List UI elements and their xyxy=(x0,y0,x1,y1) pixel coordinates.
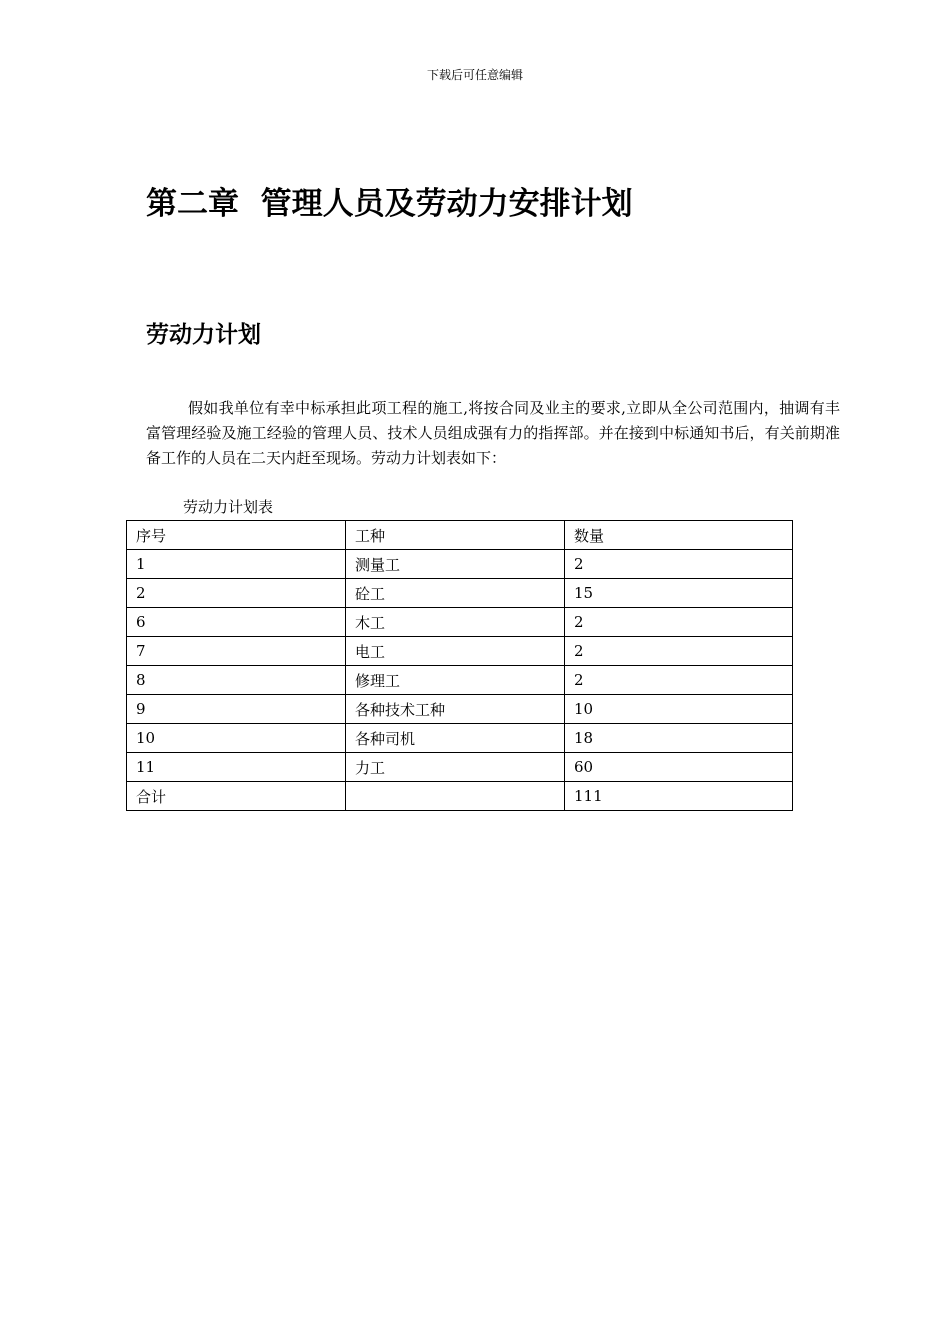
labor-plan-table xyxy=(126,520,793,811)
table-row xyxy=(127,608,793,637)
table-row xyxy=(127,550,793,579)
cell-trade: 测量工 xyxy=(346,550,565,579)
cell-quantity: 60 xyxy=(565,753,793,782)
table-row xyxy=(127,695,793,724)
cell-index: 7 xyxy=(127,637,346,666)
cell-quantity: 2 xyxy=(565,637,793,666)
cell-index: 8 xyxy=(127,666,346,695)
cell-index: 11 xyxy=(127,753,346,782)
table-header-row xyxy=(127,521,793,550)
cell-quantity: 10 xyxy=(565,695,793,724)
cell-index: 10 xyxy=(127,724,346,753)
body-paragraph: 假如我单位有幸中标承担此项工程的施工,将按合同及业主的要求,立即从全公司范围内，抽调有丰富管理经验及施工经验的管理人员、技术人员组成强有力的指挥部。并在接到中标通知书后，有关前期准备工作的人员在二天内赶至现场。劳动力计划表如下： xyxy=(146,399,840,467)
table-caption: 劳动力计划表 xyxy=(183,498,274,516)
header-cell-trade: 工种 xyxy=(346,521,565,550)
cell-total-trade xyxy=(346,782,565,811)
cell-index: 2 xyxy=(127,579,346,608)
cell-quantity: 2 xyxy=(565,666,793,695)
cell-index: 9 xyxy=(127,695,346,724)
cell-index: 6 xyxy=(127,608,346,637)
cell-quantity: 2 xyxy=(565,550,793,579)
cell-quantity: 2 xyxy=(565,608,793,637)
cell-total-quantity: 111 xyxy=(565,782,793,811)
cell-quantity: 18 xyxy=(565,724,793,753)
cell-index: 1 xyxy=(127,550,346,579)
cell-quantity: 15 xyxy=(565,579,793,608)
table-row xyxy=(127,753,793,782)
table-row xyxy=(127,637,793,666)
cell-trade: 各种司机 xyxy=(346,724,565,753)
header-cell-index: 序号 xyxy=(127,521,346,550)
section-title: 劳动力计划 xyxy=(146,322,261,348)
table-total-row xyxy=(127,782,793,811)
header-cell-quantity: 数量 xyxy=(565,521,793,550)
cell-total-label: 合计 xyxy=(127,782,346,811)
chapter-title: 第二章 管理人员及劳动力安排计划 xyxy=(146,186,633,222)
cell-trade: 各种技术工种 xyxy=(346,695,565,724)
table-row xyxy=(127,666,793,695)
cell-trade: 电工 xyxy=(346,637,565,666)
table-row xyxy=(127,724,793,753)
cell-trade: 砼工 xyxy=(346,579,565,608)
cell-trade: 修理工 xyxy=(346,666,565,695)
cell-trade: 力工 xyxy=(346,753,565,782)
table-row xyxy=(127,579,793,608)
cell-trade: 木工 xyxy=(346,608,565,637)
page-header-note: 下载后可任意编辑 xyxy=(426,68,523,82)
